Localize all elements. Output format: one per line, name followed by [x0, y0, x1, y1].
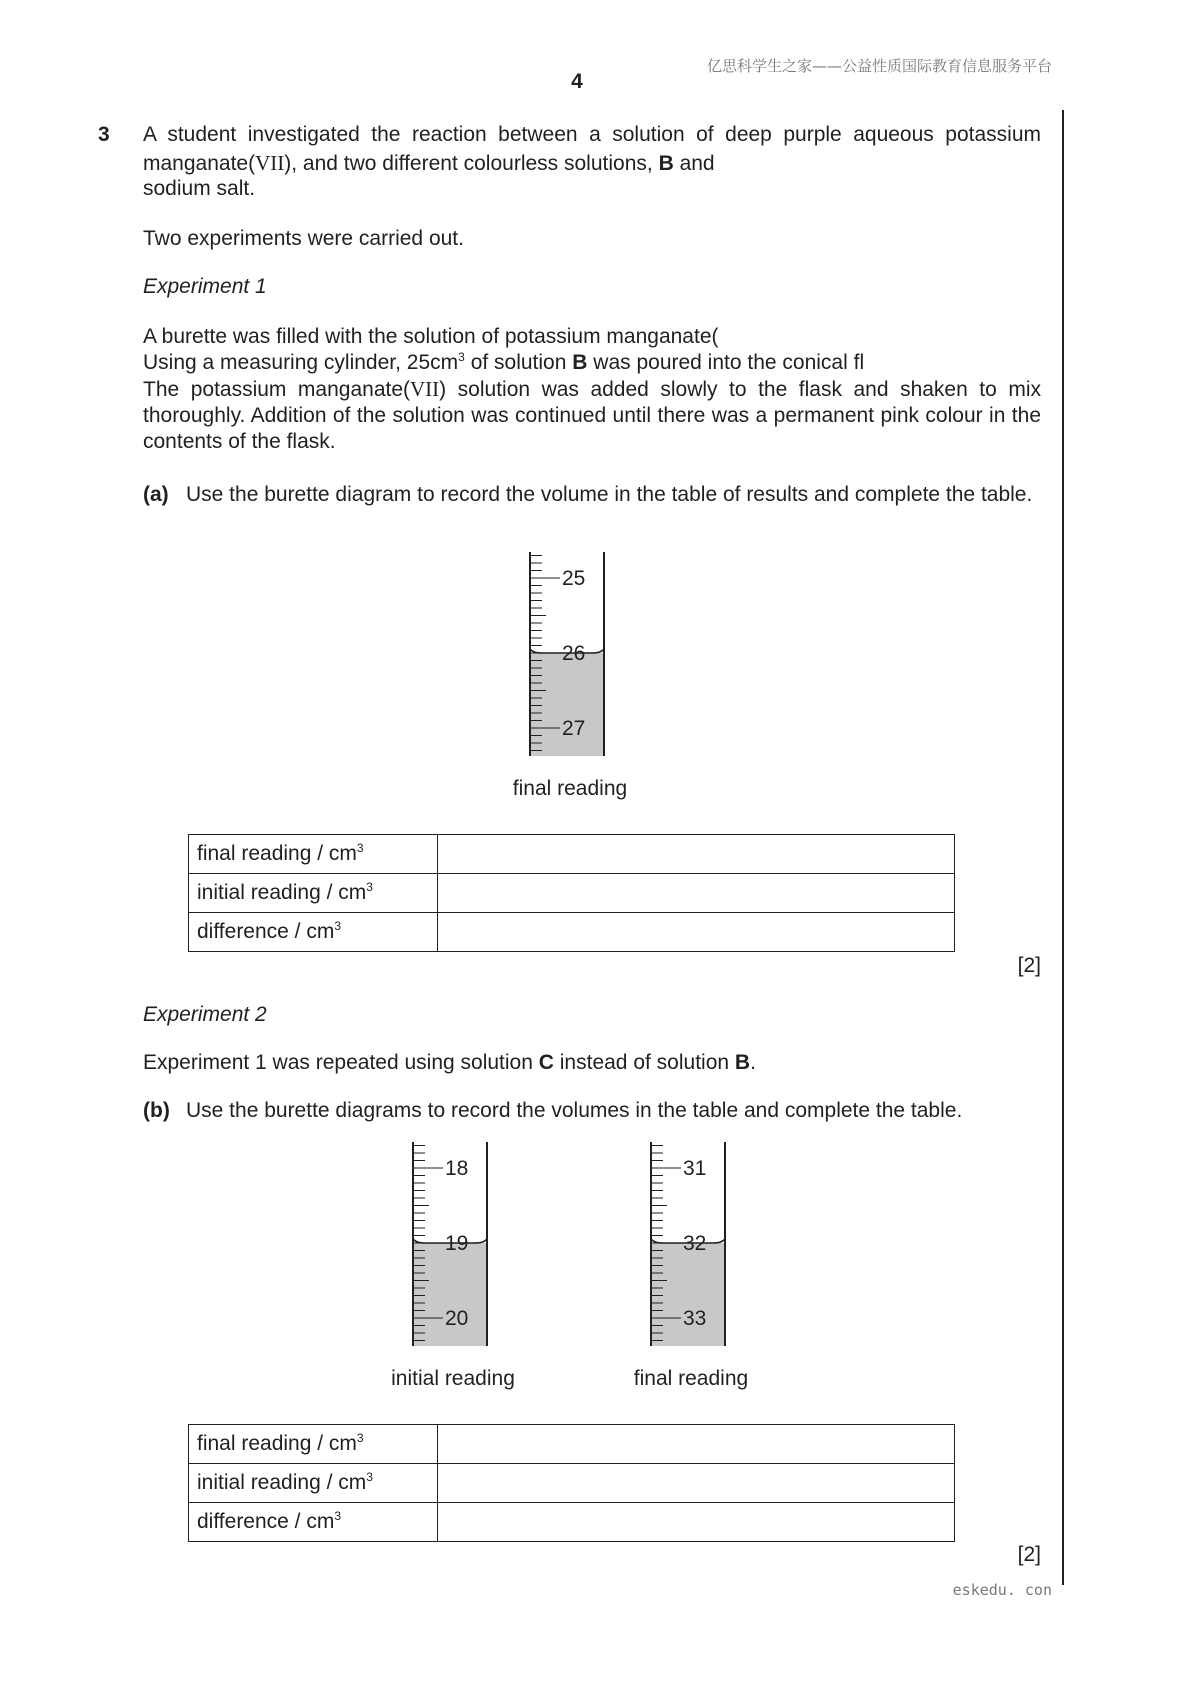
burette-diagram-a: [520, 550, 630, 760]
part-a-instruction: Use the burette diagram to record the volume in the table of results and complete the table.: [186, 483, 1033, 506]
tick-label: 27: [562, 717, 586, 740]
part-b-instruction: Use the burette diagrams to record the volumes in the table and complete the table.: [186, 1099, 963, 1122]
exp1-text-a: Using a measuring cylinder, 25: [143, 351, 431, 374]
footer-site: eskedu. con: [952, 1581, 1052, 1599]
row-label: initial reading / $cm^3$: [189, 1464, 438, 1503]
answer-cell[interactable]: [438, 1503, 955, 1542]
tick-label: 31: [683, 1157, 707, 1180]
answer-cell[interactable]: [438, 1464, 955, 1503]
exp1-text-c: was poured into the conical fl: [593, 351, 865, 374]
exp1-line-1: A burette was filled with the solution of potassium manganate(: [143, 325, 719, 348]
row-label: final reading / $cm^3$: [189, 835, 438, 874]
answer-cell[interactable]: [438, 835, 955, 874]
roman-numeral: VII: [410, 377, 440, 401]
tick-label: 25: [562, 567, 586, 590]
intro-line-2: [143, 150, 715, 177]
tick-label: 33: [683, 1307, 707, 1330]
row-label: difference / $cm^3$: [189, 913, 438, 952]
experiment-2-heading: Experiment 2: [143, 1003, 267, 1026]
table-row: [189, 1503, 955, 1542]
exp1-rest-a: The potassium manganate(: [143, 378, 411, 401]
intro-text-c: and: [679, 152, 715, 175]
results-table-a: [188, 834, 955, 952]
exp2-text-a: Experiment 1 was repeated using solution: [143, 1051, 533, 1074]
tick-label: 18: [445, 1157, 469, 1180]
row-label: final reading / $cm^3$: [189, 1425, 438, 1464]
answer-cell[interactable]: [438, 1425, 955, 1464]
watermark-text: 亿思科学生之家——公益性质国际教育信息服务平台: [706, 57, 1052, 75]
table-row: [189, 835, 955, 874]
part-b-label: (b): [143, 1099, 170, 1122]
table-row: [189, 874, 955, 913]
exp1-text-b: of solution: [470, 351, 567, 374]
experiment-1-heading: Experiment 1: [143, 275, 267, 298]
burette-diagram-b-final: [641, 1140, 751, 1350]
answer-cell[interactable]: [438, 913, 955, 952]
superscript-3: 3: [458, 350, 465, 364]
tick-label: 20: [445, 1307, 469, 1330]
exp1-rest-b: ) solution was added slowly to the flask and shaken to mix thoroughly. Addition of the solution was continued until there was a permanent pink colour in the contents of the flask.: [143, 378, 1041, 453]
intro-line-1: A student investigated the reaction between a solution of deep purple aqueous potassium: [143, 123, 1041, 146]
burette-caption-a: final reading: [512, 777, 628, 800]
part-a-label: (a): [143, 483, 169, 506]
row-label: initial reading / $cm^3$: [189, 874, 438, 913]
table-row: [189, 1464, 955, 1503]
experiments-intro: Two experiments were carried out.: [143, 227, 464, 250]
solution-b-label: B: [734, 1051, 751, 1074]
exp1-line-2: [143, 350, 864, 376]
tick-label: 32: [683, 1232, 707, 1255]
solution-c-label: C: [538, 1051, 554, 1074]
roman-numeral: VII: [255, 151, 285, 175]
burette-diagram-b-initial: [403, 1140, 513, 1350]
results-table-b: [188, 1424, 955, 1542]
tick-label: 26: [562, 642, 586, 665]
exp2-line: Experiment 1 was repeated using solution C instead of solution B.: [143, 1051, 756, 1074]
exp1-paragraph: [143, 376, 1041, 455]
exp2-text-b: instead of solution: [559, 1051, 730, 1074]
answer-cell[interactable]: [438, 874, 955, 913]
margin-rule: [1062, 110, 1064, 1585]
intro-line-3: sodium salt.: [143, 177, 256, 200]
question-number: 3: [98, 123, 110, 146]
intro-text-a: manganate(: [143, 152, 256, 175]
page-number: 4: [571, 70, 583, 93]
burette-caption-b-final: final reading: [633, 1367, 749, 1390]
table-row: [189, 1425, 955, 1464]
table-row: [189, 913, 955, 952]
tick-label: 19: [445, 1232, 469, 1255]
burette-caption-b-initial: initial reading: [391, 1367, 515, 1390]
marks-b: [2]: [1017, 1543, 1041, 1566]
unit-cm: cm: [430, 351, 459, 374]
solution-b-label: B: [658, 152, 674, 175]
marks-a: [2]: [1017, 954, 1041, 977]
row-label: difference / $cm^3$: [189, 1503, 438, 1542]
intro-text-b: ), and two different colourless solutions,: [284, 152, 653, 175]
solution-b-label: B: [572, 351, 588, 374]
